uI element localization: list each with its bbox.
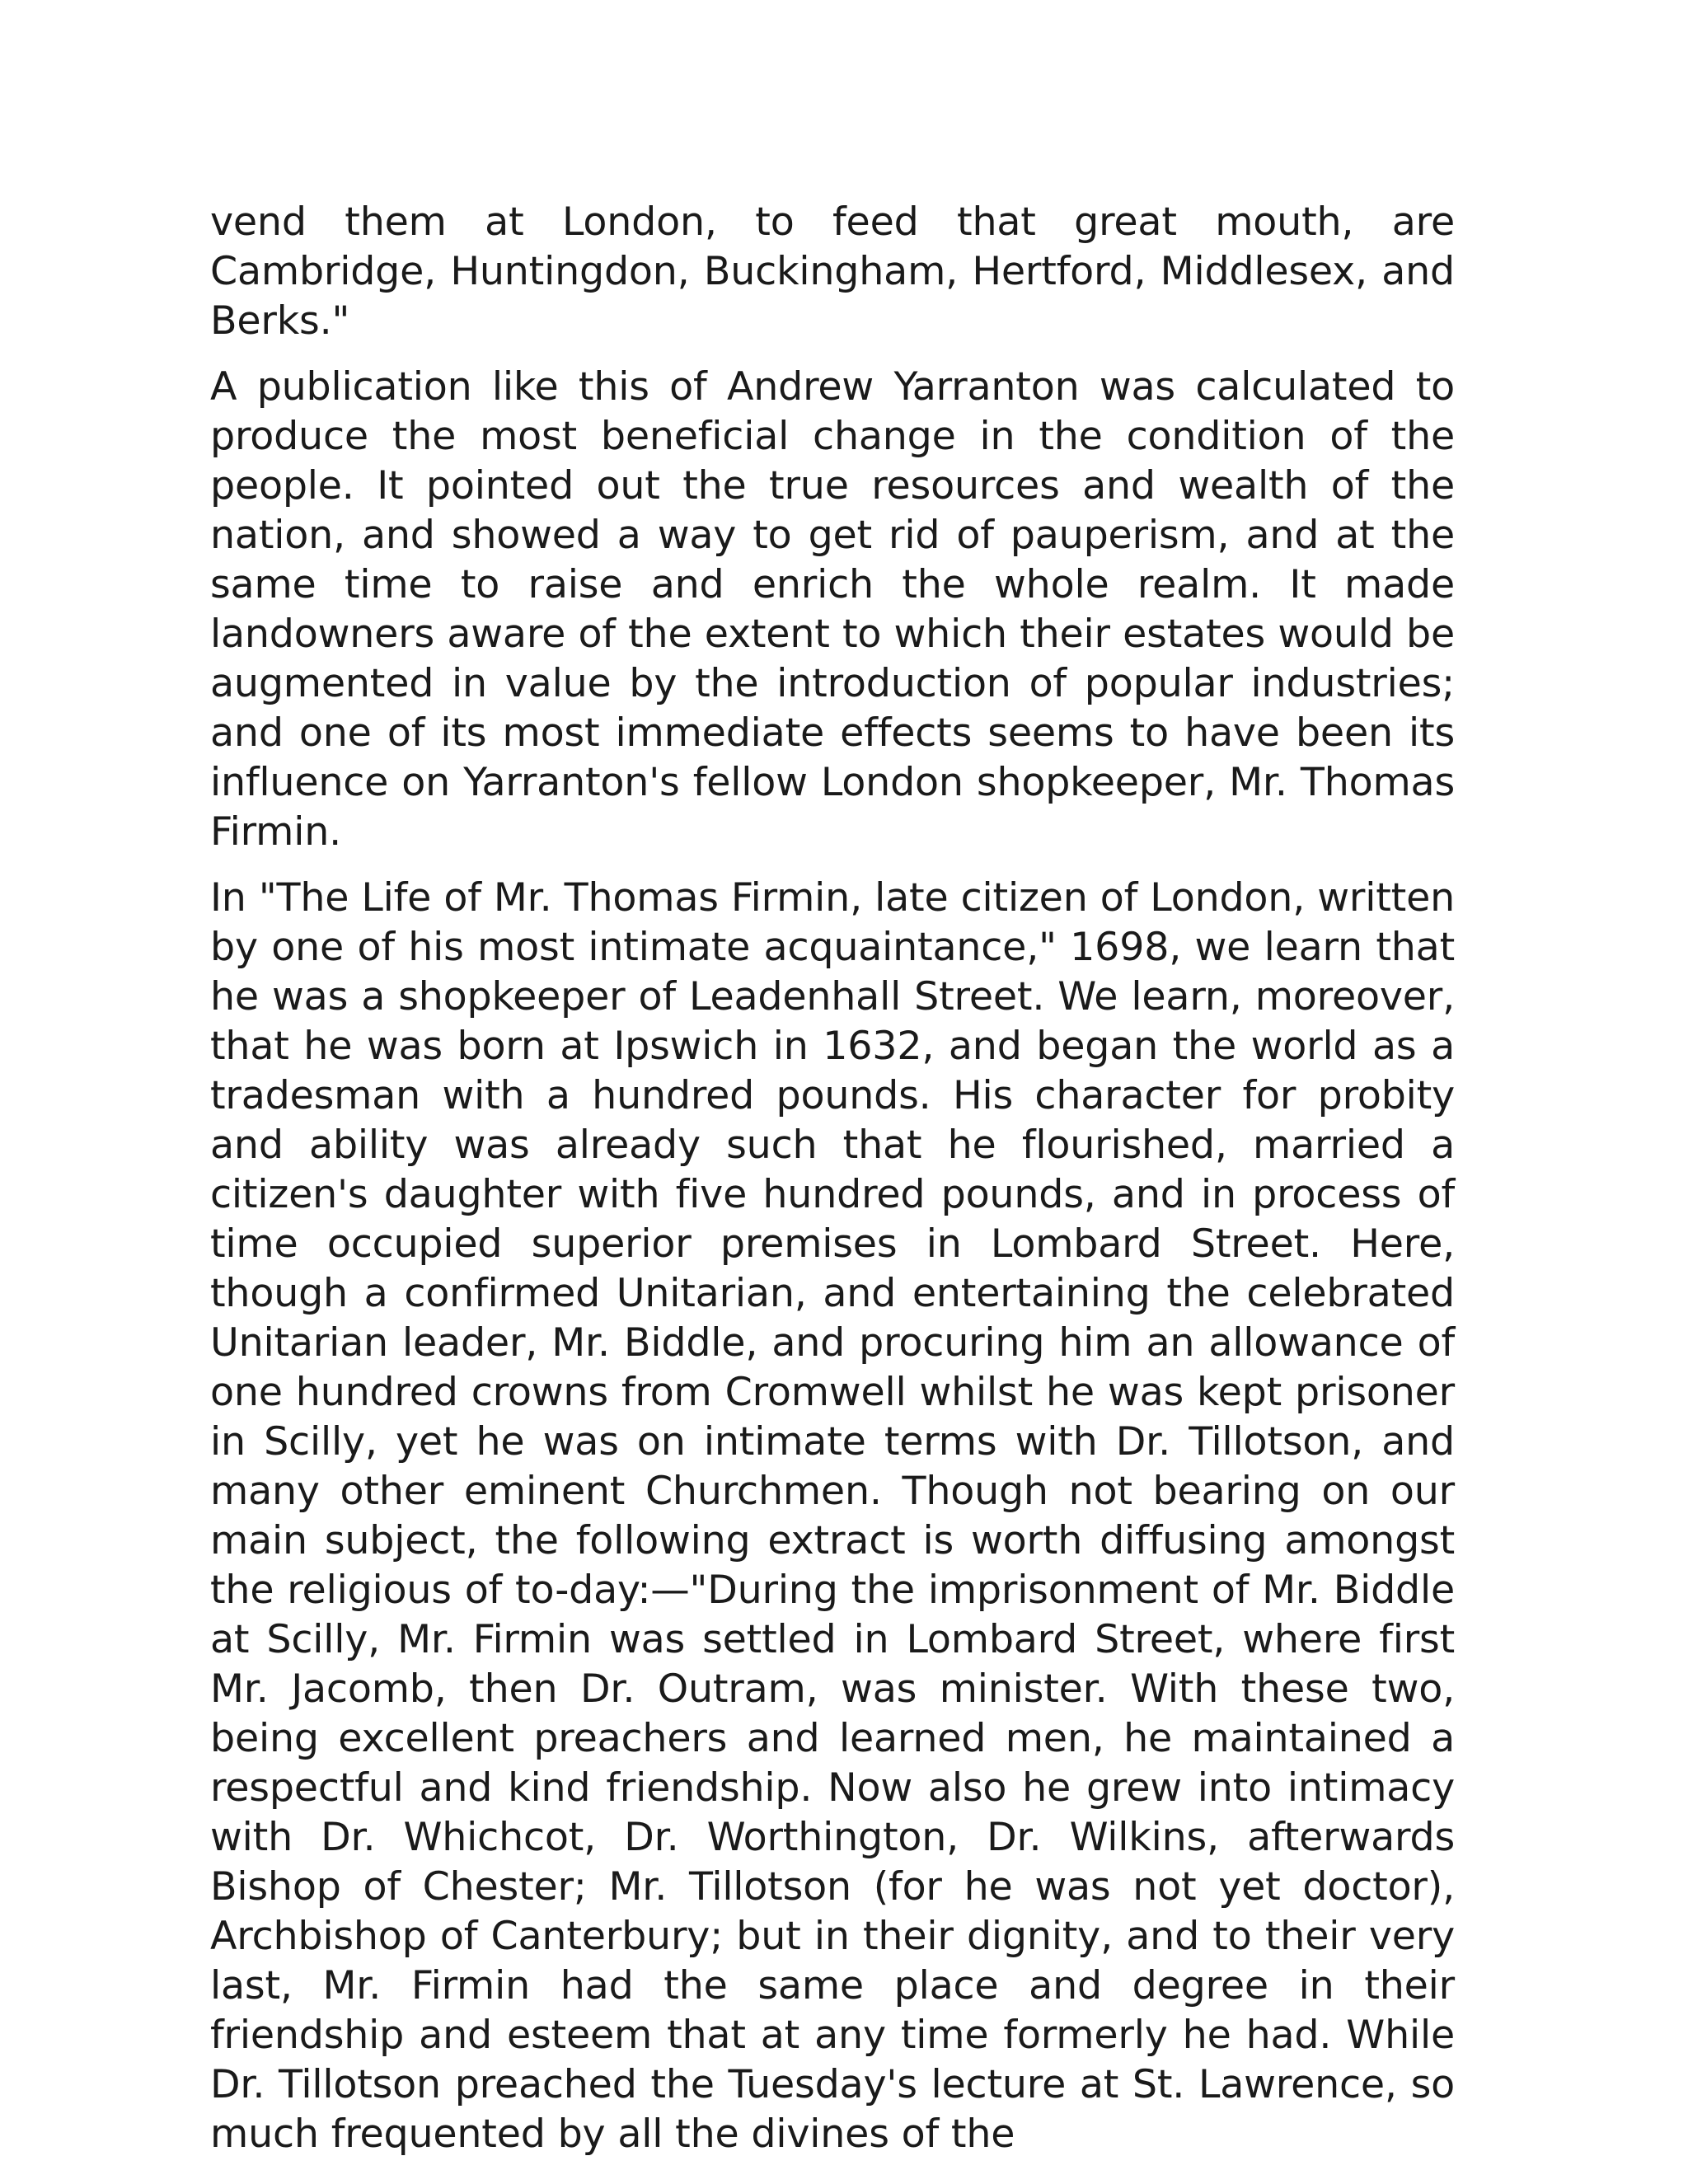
document-page: [210, 198, 1455, 2176]
paragraph-2: A publication like this of Andrew Yarranton was calculated to produce the most beneficial change in the condition of the people. It pointed out the true resources and wealth of the nation, and showed a way to get rid of pauperism, and at the same time to raise and enrich the whole realm. It made landowners aware of the extent to which their estates would be augmented in value by the introduction of popular industries; and one of its most immediate effects seems to have been its influence on Yarranton's fellow London shopkeeper, Mr. Thomas Firmin.: [210, 364, 1455, 855]
paragraph-3: In "The Life of Mr. Thomas Firmin, late citizen of London, written by one of his most intimate acquaintance," 1698, we learn that he was a shopkeeper of Leadenhall Street. We learn, moreover, that he was born at Ipswich in 1632, and began the world as a tradesman with a hundred pounds. His character for probity and ability was already such that he flourished, married a citizen's daughter with five hundred pounds, and in process of time occupied superior premises in Lombard Street. Here, though a confirmed Unitarian, and entertaining the celebrated Unitarian leader, Mr. Biddle, and procuring him an allowance of one hundred crowns from Cromwell whilst he was kept prisoner in Scilly, yet he was on intimate terms with Dr. Tillotson, and many other eminent Churchmen. Though not bearing on our main subject, the following extract is worth diffusing amongst the religious of to-day:—"During the imprisonment of Mr. Biddle at Scilly, Mr. Firmin was settled in Lombard Street, where first Mr. Jacomb, then Dr. Outram, was minister. With these two, being excellent preachers and learned men, he maintained a respectful and kind friendship. Now also he grew into intimacy with Dr. Whichcot, Dr. Worthington, Dr. Wilkins, afterwards Bishop of Chester; Mr. Tillotson (for he was not yet doctor), Archbishop of Canterbury; but in their dignity, and to their very last, Mr. Firmin had the same place and degree in their friendship and esteem that at any time formerly he had. While Dr. Tillotson preached the Tuesday's lecture at St. Lawrence, so much frequented by all the divines of the: [210, 875, 1455, 2157]
paragraph-1: vend them at London, to feed that great mouth, are Cambridge, Huntingdon, Buckingham, Hertford, Middlesex, and Berks.": [210, 199, 1455, 344]
